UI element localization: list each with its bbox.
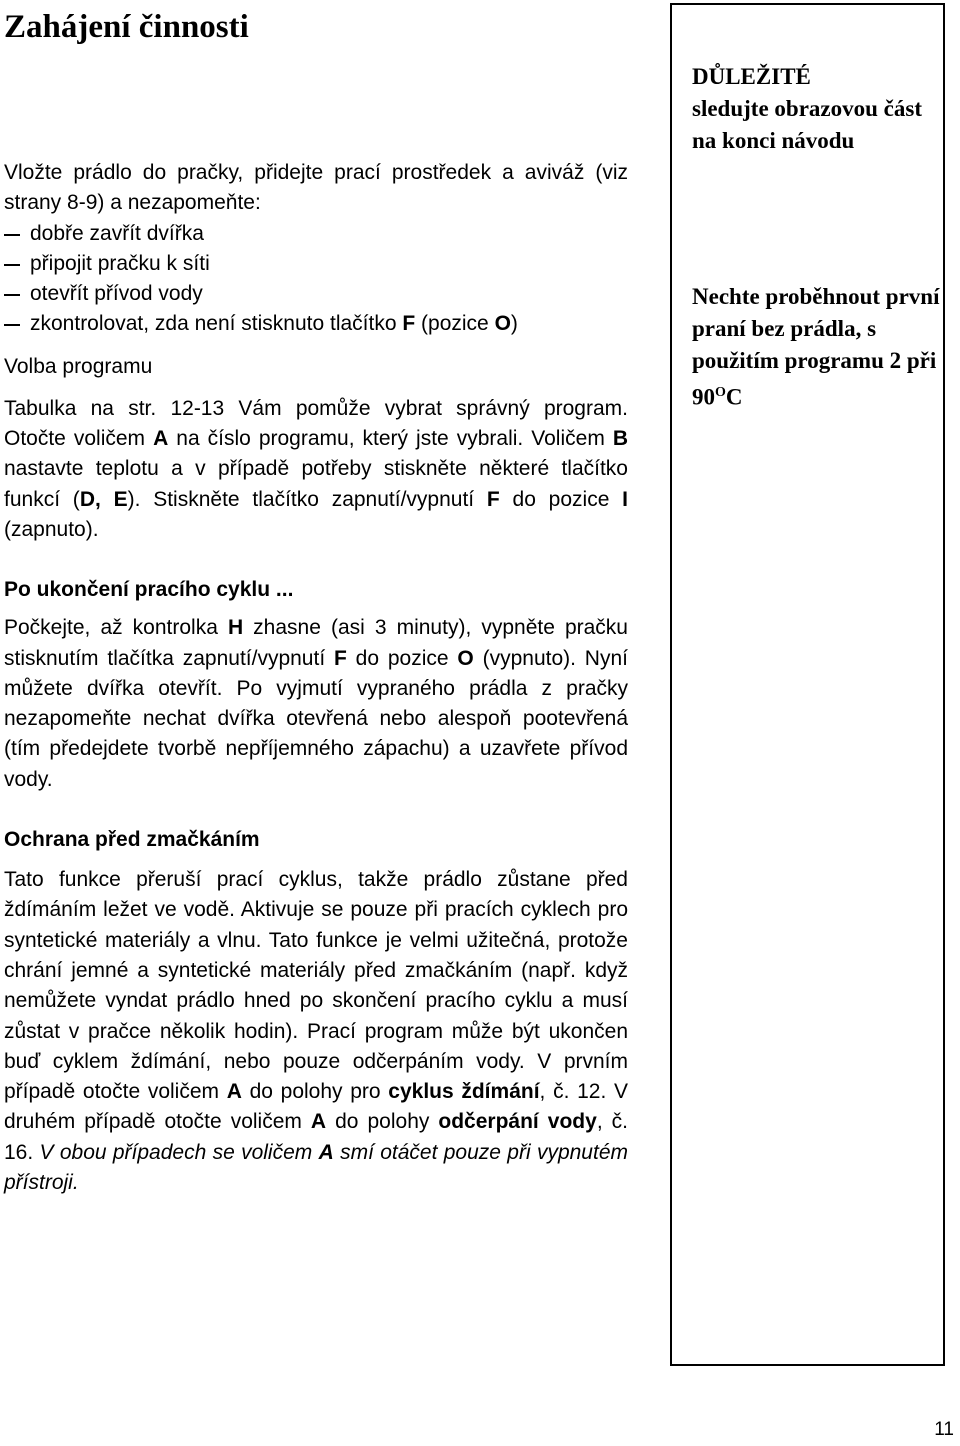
- crease-paragraph: Tato funkce přeruší prací cyklus, takže prádlo zůstane před ždímáním ležet ve vodě. Aktivuje se pouze při pracích cyklech pro syntetické materiály a vlnu. Tato funkce je velmi užitečná, protože chrání jemné a syntetické materiály před zmačkáním (např. když nemůžete vyndat prádlo hned po skončení pracího cyklu a musí zůstat v pračce několik hodin). Prací program může být ukončen buď cyklem ždímání, nebo pouze odčerpáním vody. V prvním případě otočte voličem A do polohy pro cyklus ždímání, č. 12. V druhém případě otočte voličem A do polohy odčerpání vody, č. 16. V obou případech se voličem A smí otáčet pouze při vypnutém přístroji.: [4, 868, 629, 1195]
- after-cycle-paragraph: Počkejte, až kontrolka H zhasne (asi 3 minuty), vypněte pračku stisknutím tlačítka zapnutí/vypnutí F do pozice O (vypnuto). Nyní můžete dvířka otevřít. Po vyjmutí vypraného prádla z pračky nezapomeňte nechat dvířka otevřená nebo alespoň pootevřená (tím předejdete tvorbě nepříjemného zápachu) a uzavřete přívod vody.: [4, 616, 628, 791]
- checklist-item: připojit pračku k síti: [4, 249, 628, 279]
- page-number: 11: [934, 1419, 954, 1440]
- checklist: [4, 219, 628, 340]
- section-heading-after-cycle: Po ukončení pracího cyklu ...: [4, 578, 294, 602]
- first-wash-note: Nechte proběhnout první praní bez prádla, s použitím programu 2 při $90^OC$: [692, 284, 940, 410]
- main-column: [4, 158, 628, 1198]
- intro-paragraph: Vložte prádlo do pračky, přidejte prací prostředek a aviváž (viz strany 8-9) a nezapomeňte:: [4, 161, 628, 215]
- important-note: [692, 61, 940, 157]
- checklist-item: zkontrolovat, zda není stisknuto tlačítko F (pozice O): [4, 309, 628, 339]
- checklist-item: dobře zavřít dvířka: [4, 219, 628, 249]
- section-heading-program: Volba programu: [4, 354, 153, 378]
- important-label: DŮLEŽITÉ: [692, 64, 811, 89]
- page-title: Zahájení činnosti: [4, 9, 249, 45]
- program-paragraph: Tabulka na str. 12-13 Vám pomůže vybrat správný program. Otočte voličem A na číslo programu, který jste vybrali. Voličem B nastavte teplotu a v případě potřeby stiskněte některé tlačítko funkcí (D, E). Stiskněte tlačítko zapnutí/vypnutí F do pozice I (zapnuto).: [4, 396, 629, 541]
- important-text: sledujte obrazovou část na konci návodu: [692, 96, 922, 153]
- section-heading-crease: Ochrana před zmačkáním: [4, 828, 260, 852]
- important-sidebar: [670, 3, 945, 1366]
- checklist-item: otevřít přívod vody: [4, 279, 628, 309]
